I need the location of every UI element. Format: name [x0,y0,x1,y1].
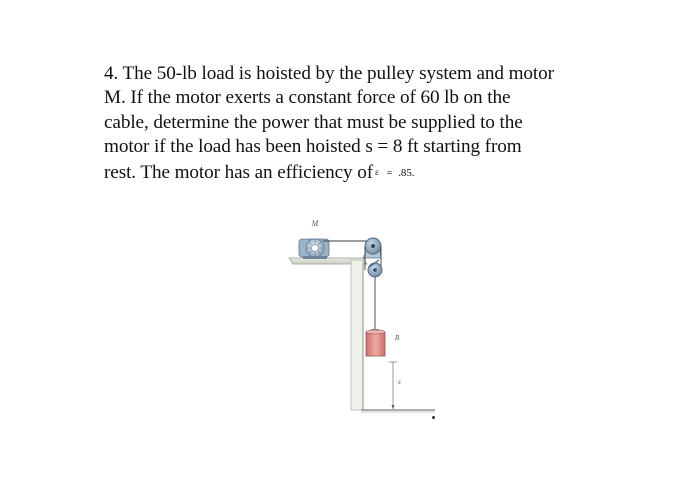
efficiency-symbol: ε [375,166,379,177]
distance-label: s [398,378,401,386]
efficiency-value: .85. [398,166,415,179]
motor [299,239,329,259]
stray-dot [432,416,435,419]
distance-dimension [389,362,397,409]
load-block [366,329,385,356]
problem-line-1: 4. The 50-lb load is hoisted by the pulley system and motor [104,63,554,84]
problem-line-3: cable, determine the power that must be supplied to the [104,111,523,133]
problem-statement [104,62,624,186]
pulley-system-diagram [285,212,445,427]
floor [361,410,435,412]
block-label: B [394,334,400,342]
efficiency-equals: = [386,167,393,179]
motor-label: M [311,219,319,228]
lower-pulley [368,260,382,277]
pulley-system-figure [285,212,445,427]
problem-line-5-text: rest. The motor has an efficiency of [104,161,374,183]
problem-line-4: motor if the load has been hoisted s = 8 ft starting from [104,136,522,158]
top-pulley [365,238,381,254]
wall-shelf [289,258,367,410]
problem-line-2: M. If the motor exerts a constant force of 60 lb on the [104,87,511,109]
problem-line-5 [104,160,624,186]
